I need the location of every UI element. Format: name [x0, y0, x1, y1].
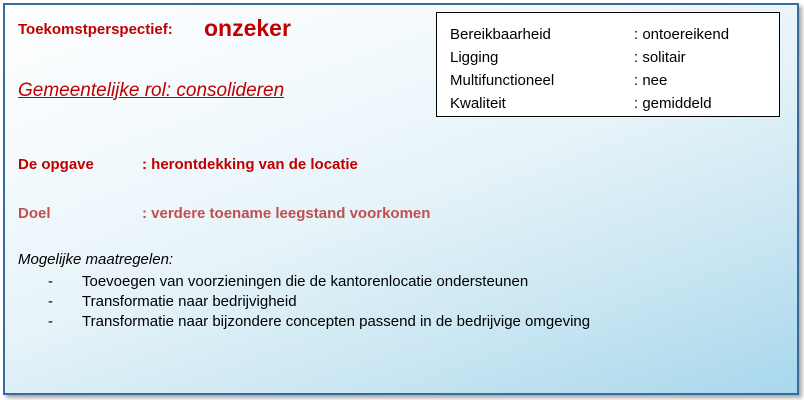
location-info-box [436, 12, 780, 117]
goal-label: Doel [18, 205, 51, 222]
goal-value: : verdere toename leegstand voorkomen [142, 205, 431, 222]
info-key: Bereikbaarheid [450, 26, 551, 43]
info-key: Kwaliteit [450, 95, 506, 112]
info-row [450, 23, 779, 46]
list-item [18, 292, 590, 312]
measure-text: Transformatie naar bijzondere concepten passend in de bedrijvige omgeving [82, 313, 591, 330]
measures-list [18, 272, 590, 332]
info-key: Multifunctioneel [450, 72, 555, 89]
info-key: Ligging [450, 49, 499, 66]
measures-title: Mogelijke maatregelen: [18, 251, 174, 268]
info-row [450, 46, 779, 69]
bullet-dash: - [48, 293, 53, 310]
info-value: : solitair [634, 49, 686, 66]
info-value: : nee [634, 72, 668, 89]
task-label: De opgave [18, 156, 94, 173]
info-row [450, 92, 779, 115]
perspective-value: onzeker [204, 15, 291, 41]
measure-text: Toevoegen van voorzieningen die de kantorenlocatie ondersteunen [82, 273, 529, 290]
municipal-role: Gemeentelijke rol: consolideren [18, 80, 285, 101]
location-profile-card [3, 3, 799, 395]
task-value: : herontdekking van de locatie [142, 156, 358, 173]
info-value: : ontoereikend [634, 26, 730, 43]
bullet-dash: - [48, 313, 53, 330]
bullet-dash: - [48, 273, 53, 290]
perspective-label: Toekomstperspectief: [18, 21, 173, 38]
info-row [450, 69, 779, 92]
list-item [18, 312, 590, 332]
measure-text: Transformatie naar bedrijvigheid [82, 293, 297, 310]
info-value: : gemiddeld [634, 95, 712, 112]
list-item [18, 272, 590, 292]
